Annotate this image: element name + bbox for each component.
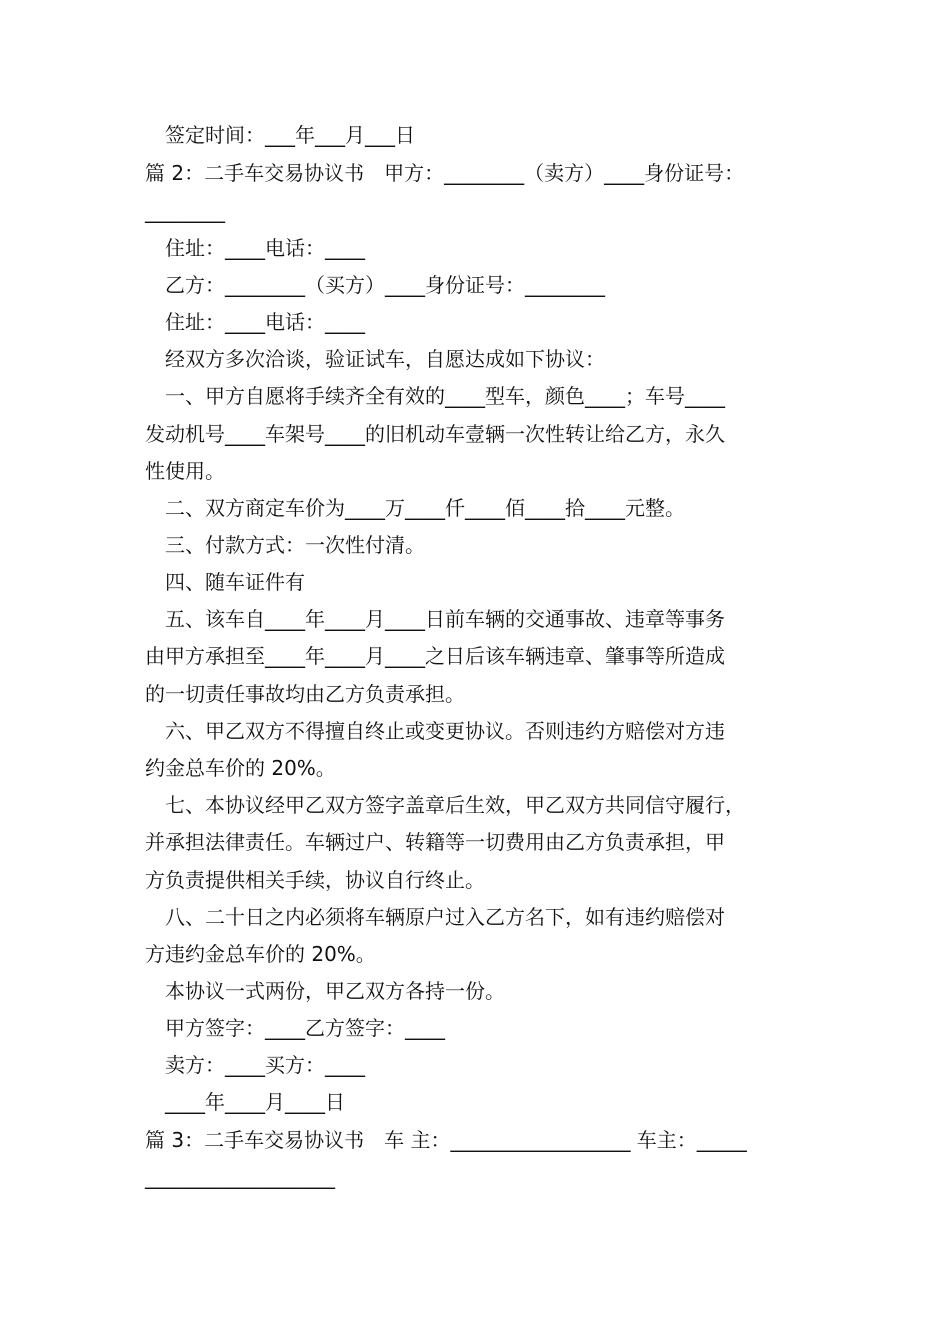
clause-6-line-1: 六、甲乙双方不得擅自终止或变更协议。否则违约方赔偿对方违: [145, 719, 725, 743]
clause-1-line-2: 发动机号____车架号____的旧机动车壹辆一次性转让给乙方，永久: [145, 422, 725, 446]
section-2-title-line: 篇 2：二手车交易协议书 甲方：________（卖方）____身份证号：: [145, 161, 745, 185]
clause-3-line: 三、付款方式：一次性付清。: [145, 533, 425, 557]
clause-2-line: 二、双方商定车价为____万____仟____佰____拾____元整。: [145, 496, 685, 520]
date-line: ____年____月____日: [145, 1090, 345, 1114]
owner-blank-line: ___________________: [145, 1165, 335, 1189]
clause-7-line-2: 并承担法律责任。车辆过户、转籍等一切费用由乙方负责承担，甲: [145, 830, 725, 854]
clause-8-line-1: 八、二十日之内必须将车辆原户过入乙方名下，如有违约赔偿对: [145, 905, 725, 929]
signatures-line: 甲方签字：____乙方签字：____: [145, 1016, 445, 1040]
copies-line: 本协议一式两份，甲乙双方各持一份。: [145, 979, 505, 1003]
clause-5-line-3: 的一切责任事故均由乙方负责承担。: [145, 682, 465, 706]
clause-7-line-1: 七、本协议经甲乙双方签字盖章后生效，甲乙双方共同信守履行，: [145, 793, 745, 817]
signing-date-line: 签定时间：___年___月___日: [145, 123, 415, 147]
party-a-address-line: 住址：____电话：____: [145, 236, 365, 260]
clause-6-line-2: 约金总车价的 20%。: [145, 756, 336, 780]
party-b-line: 乙方：________（买方）____身份证号：________: [145, 273, 605, 297]
clause-5-line-2: 由甲方承担至____年____月____之日后该车辆违章、肇事等所造成: [145, 644, 725, 668]
clause-7-line-3: 方负责提供相关手续，协议自行终止。: [145, 868, 485, 892]
clause-1-line-3: 性使用。: [145, 459, 225, 483]
section-3-title-line: 篇 3：二手车交易协议书 车 主：__________________ 车主：_____: [145, 1128, 747, 1152]
clause-4-line: 四、随车证件有: [145, 570, 305, 594]
party-b-address-line: 住址：____电话：____: [145, 310, 365, 334]
id-number-blank-line: ________: [145, 199, 225, 223]
agreement-intro-line: 经双方多次洽谈，验证试车，自愿达成如下协议：: [145, 347, 605, 371]
clause-5-line-1: 五、该车自____年____月____日前车辆的交通事故、违章等事务: [145, 607, 725, 631]
clause-1-line-1: 一、甲方自愿将手续齐全有效的____型车，颜色____；车号____: [145, 384, 725, 408]
seller-buyer-line: 卖方：____买方：____: [145, 1053, 365, 1077]
clause-8-line-2: 方违约金总车价的 20%。: [145, 942, 376, 966]
